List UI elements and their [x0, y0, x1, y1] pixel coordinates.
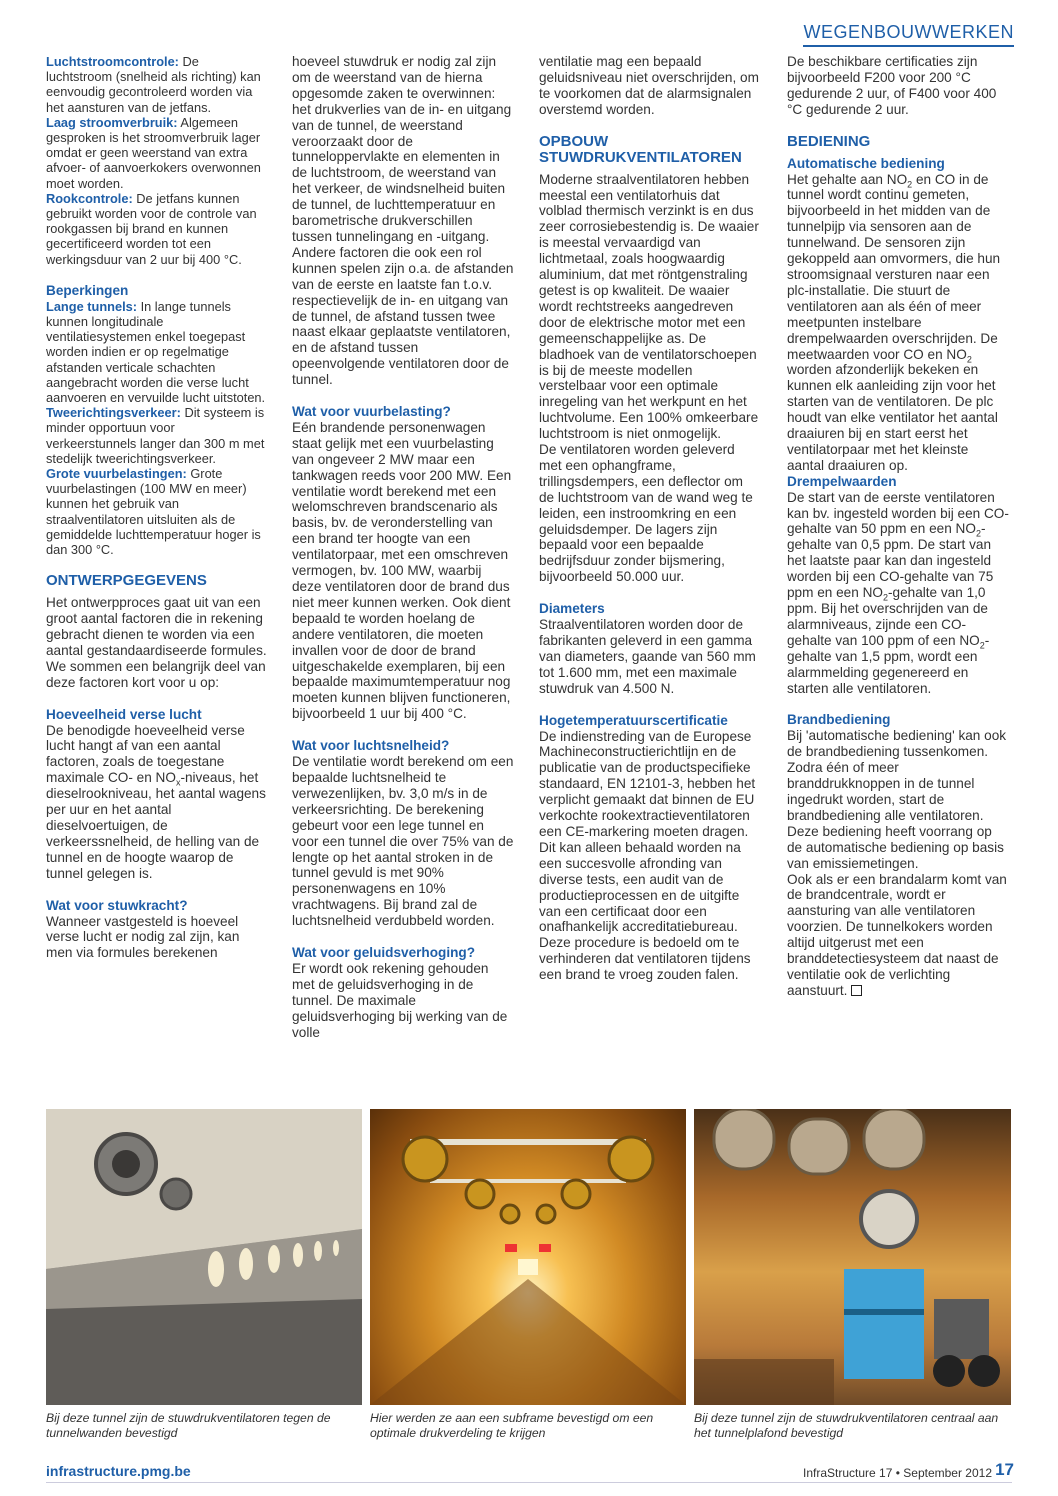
tunnel-illustration-2 [370, 1109, 686, 1405]
tunnel-photo-ceiling-fans [694, 1109, 1011, 1405]
subheading-beperkingen: Beperkingen [46, 282, 129, 298]
subheading-stuwkracht: Wat voor stuwkracht? [46, 897, 188, 913]
limitations-block [46, 283, 268, 557]
paragraph: Lange tunnels: In lange tunnels kunnen longitudinale ventilatiesystemen enkel toegepast worden indien er op regelmatige afstanden verticale schachten aangebracht worden die verse lucht aanvoeren en vervuilde lucht uitstoten. [46, 298, 266, 405]
subheading-geluidsverhoging: Wat voor geluidsverhoging? [292, 945, 476, 961]
footer-website-link[interactable]: infrastructure.pmg.be [46, 1463, 191, 1479]
paragraph: De start van de eerste ventilatoren kan bv. ingesteld worden bij een CO-gehalte van 50 ppm en een $NO_2$-gehalte van 0,5 ppm. De start van het laatste paar kan dan ingesteld worden bij een CO-gehalte van 75 ppm en een $NO_2$-gehalte van 1,0 ppm. Bij het overschrijden van de alarmniveaus, zijnde een CO-gehalte van 100 ppm of een $NO_2$-gehalte van 1,5 ppm, wordt een alarmmelding gegenereerd en starten alle ventilatoren. [787, 489, 1009, 696]
heading-bediening: BEDIENING [787, 132, 871, 150]
subheading-vuurbelasting: Wat voor vuurbelasting? [292, 404, 451, 420]
paragraph: Wanneer vastgesteld is hoeveel verse lucht er nodig zal zijn, kan men via formules berekenen [46, 913, 240, 961]
tunnel-illustration-3 [694, 1109, 1011, 1405]
paragraph: De ventilatie wordt berekend om een bepaalde luchtsnelheid te verwezenlijken, bv. 3,0 m/s in de verkeersrichting. De berekening gebeurt voor een lege tunnel en voor een tunnel die over 75% van de lengte op het aantal stroken in de tunnel gevuld is met 90% personenwagens en 10% vrachtwagens. Bij brand zal de luchtsnelheid verdubbeld worden. [292, 754, 514, 929]
photo-caption-1: Bij deze tunnel zijn de stuwdrukventilatoren tegen de tunnelwanden bevestigd [46, 1411, 331, 1440]
tunnel-photo-wall-fans [46, 1109, 362, 1405]
paragraph: Tweerichtingsverkeer: Dit systeem is minder opportuun voor verkeerstunnels langer dan 300 m met stedelijk tweerichtingsverkeer. [46, 405, 265, 466]
subheading-verse-lucht: Hoeveelheid verse lucht [46, 706, 202, 722]
paragraph: Het gehalte aan $NO_2$ en CO in de tunnel wordt continu gemeten, bijvoorbeeld in het midden van de tunnelpijp via sensoren aan de tunnelwand. De sensoren zijn gekoppeld aan omvormers, die hun stroomsignaal versturen naar een plc-installatie. Die stuurt de ventilatoren aan als één of meer meetpunten instelbare drempelwaarden overschrijden. De meetwaarden voor CO en $NO_2$ worden afzonderlijk bekeken en kunnen elk aanleiding zijn voor het starten van de ventilatoren. De plc houdt van elke ventilator het aantal draaiuren bij en start eerst het ventilatorpaar met het kleinste aantal draaiuren op. [787, 171, 1001, 473]
paragraph: Ook als er een brandalarm komt van de brandcentrale, wordt er aansturing van alle ventilatoren voorzien. De tunnelkokers worden altijd uitgerust met een branddetectiesysteem dat naast de ventilatie ook de verlichting aanstuurt. [787, 871, 1007, 998]
subheading-luchtsnelheid: Wat voor luchtsnelheid? [292, 738, 450, 754]
paragraph: De benodigde hoeveelheid verse lucht hangt af van een aantal factoren, zoals de toegestane maximale CO- en $NO_x$-niveaus, het dieselrookniveau, het aantal wagens per uur en het aantal dieselvoertuigen, de verkeerssnelheid, de helling van de tunnel en de hoogte waarop de tunnel gelegen is. [46, 722, 266, 881]
paragraph: hoeveel stuwdruk er nodig zal zijn om de weerstand van de hierna opgesomde zaken te overwinnen: het drukverlies van de in- en uitgang van de tunnel, de weerstand veroorzaakt door de tunneloppervlakte en elementen in de luchtstroom, de weerstand van het verkeer, de windsnelheid buiten de tunnel, de luchttemperatuur en barometrische drukverschillen tussen tunnelingang en -uitgang. Andere factoren die ook een rol kunnen spelen zijn o.a. de afstanden van de eerste en laatste fan t.o.v. respectievelijk de in- en uitgang van de tunnel, de afstand tussen twee naast elkaar geplaatste ventilatoren, en de afstand tussen opeenvolgende ventilatoren door de tunnel. [292, 54, 514, 388]
paragraph: Rookcontrole: De jetfans kunnen gebruikt worden voor de controle van rookgassen bij brand en kunnen gecertificeerd worden tot een werkingsduur van 2 uur bij 400 °C. [46, 190, 257, 267]
page-number: 17 [995, 1460, 1014, 1479]
tunnel-illustration-1 [46, 1109, 362, 1405]
subheading-diameters: Diameters [539, 601, 605, 617]
footer-issue-info: InfraStructure 17 • September 2012 [803, 1466, 992, 1480]
heading-ontwerpgegevens: ONTWERPGEGEVENS [46, 572, 207, 590]
paragraph: Straalventilatoren worden door de fabrikanten geleverd in een gamma van diameters, gaande van 560 mm tot 1.600 mm, met een maximale stuwdruk van 4.500 N. [539, 617, 756, 696]
subheading-brandbediening: Brandbediening [787, 712, 891, 728]
subheading-automatisch: Automatische bediening [787, 155, 945, 171]
column-2 [292, 54, 514, 1040]
advantages-block [46, 54, 268, 267]
end-square-icon [851, 985, 862, 996]
subheading-drempelwaarden: Drempelwaarden [787, 473, 897, 489]
paragraph: Luchtstroomcontrole: De luchtstroom (snelheid als richting) kan eenvoudig gecontroleerd worden via het aansturen van de jetfans. [46, 54, 261, 115]
tunnel-photo-subframe [370, 1109, 686, 1405]
column-4 [787, 54, 1009, 999]
heading-opbouw: OPBOUW STUWDRUKVENTILATOREN [539, 132, 742, 166]
photo-caption-2: Hier werden ze aan een subframe bevestigd om een optimale drukverdeling te krijgen [370, 1411, 654, 1440]
paragraph: Er wordt ook rekening gehouden met de geluidsverhoging in de tunnel. De maximale geluidsverhoging bij werking van de volle [292, 960, 508, 1040]
paragraph: Eén brandende personenwagen staat gelijk met een vuurbelasting van ongeveer 2 MW maar een tankwagen reeds voor 200 MW. Een ventilatie wordt berekend met een welomschreven brandscenario als basis, bv. de veronderstelling van een brand ter hoogte van een ventilatorpaar, met een omschreven vermogen, bv. 100 MW, waarbij deze ventilatoren door de brand dus niet meer kunnen werken. Ook dient bepaald te worden hoelang de andere ventilatoren, die moeten invallen voor de door de brand uitgeschakelde exemplaren, bij een bepaalde maximumtemperatuur nog moeten kunnen blijven functioneren, bijvoorbeeld 1 uur bij 400 °C. [292, 419, 512, 722]
paragraph: De ventilatoren worden geleverd met een ophangframe, trillingsdempers, een deflector om de luchtstroom van de wand weg te leiden, een instroomkring en een geluidsdemper. De lagers zijn bepaald voor een bepaalde bedrijfsduur zonder bijsmering, bijvoorbeeld 50.000 uur. [539, 442, 753, 585]
paragraph: De indienstreding van de Europese Machineconstructierichtlijn en de publicatie van de productspecifieke standaard, EN 12101-3, hebben het verplicht gemaakt dat binnen de EU verkochte rookextractieventilatoren een CE-markering moeten dragen. Dit kan alleen behaald worden na een succesvolle afronding van diverse tests, een audit van de productieprocessen en de uitgifte van een certificaat door een onafhankelijk accreditatiebureau. Deze procedure is bedoeld om te verhinderen dat ventilatoren tijdens een brand te vroeg zouden falen. [539, 728, 756, 983]
photo-caption-3: Bij deze tunnel zijn de stuwdrukventilatoren centraal aan het tunnelplafond bevestigd [694, 1411, 999, 1440]
paragraph: Het ontwerpproces gaat uit van een groot aantal factoren die in rekening gebracht dienen te worden via een aantal gestandaardiseerde formules. We sommen een belangrijk deel van deze factoren kort voor u op: [46, 595, 267, 690]
paragraph: De beschikbare certificaties zijn bijvoorbeeld F200 voor 200 °C gedurende 2 uur, of F400 voor 400 °C gedurende 2 uur. [787, 54, 997, 117]
paragraph: Grote vuurbelastingen: Grote vuurbelastingen (100 MW en meer) kunnen het gebruik van straalventilatoren uitsluiten als de gemiddelde luchttemperatuur hoger is dan 300 °C. [46, 465, 261, 557]
paragraph: Bij 'automatische bediening' kan ook de brandbediening tussenkomen. Zodra één of meer branddrukknoppen in de tunnel ingedrukt worden, start de brandbediening alle ventilatoren. Deze bediening heeft voorrang op de automatische bediening op basis van emissiemetingen. [787, 728, 1007, 871]
paragraph: Laag stroomverbruik: Algemeen gesproken is het stroomverbruik lager omdat er geen weerstand van extra afvoer- of aanvoerkokers overwonnen moet worden. [46, 114, 261, 191]
column-1 [46, 54, 268, 961]
paragraph: Moderne straalventilatoren hebben meestal een ventilatorhuis dat volblad thermisch verzinkt is en dus zeer corrosiebestendig is. De waaier is meestal vervaardigd van lichtmetaal, zoals hoogwaardig aluminium, dat met röntgenstraling getest is op kwaliteit. De waaier wordt rechtstreeks aangedreven door de elektrische motor met een gemeenschappelijke as. De bladhoek van de ventilatorschoepen is bij de meeste modellen verstelbaar voor een optimale inregeling van het werkpunt en het luchtvolume. Een 100% omkeerbare luchtstroom is niet onmogelijk. [539, 171, 759, 442]
subheading-hogetemperatuur: Hogetemperatuurscertificatie [539, 712, 728, 728]
paragraph: ventilatie mag een bepaald geluidsniveau niet overschrijden, om te voorkomen dat de alarmsignalen overstemd worden. [539, 54, 759, 117]
footer-divider [46, 1482, 1012, 1483]
column-3 [539, 54, 761, 983]
section-title: WEGENBOUWWERKEN [803, 22, 1014, 47]
